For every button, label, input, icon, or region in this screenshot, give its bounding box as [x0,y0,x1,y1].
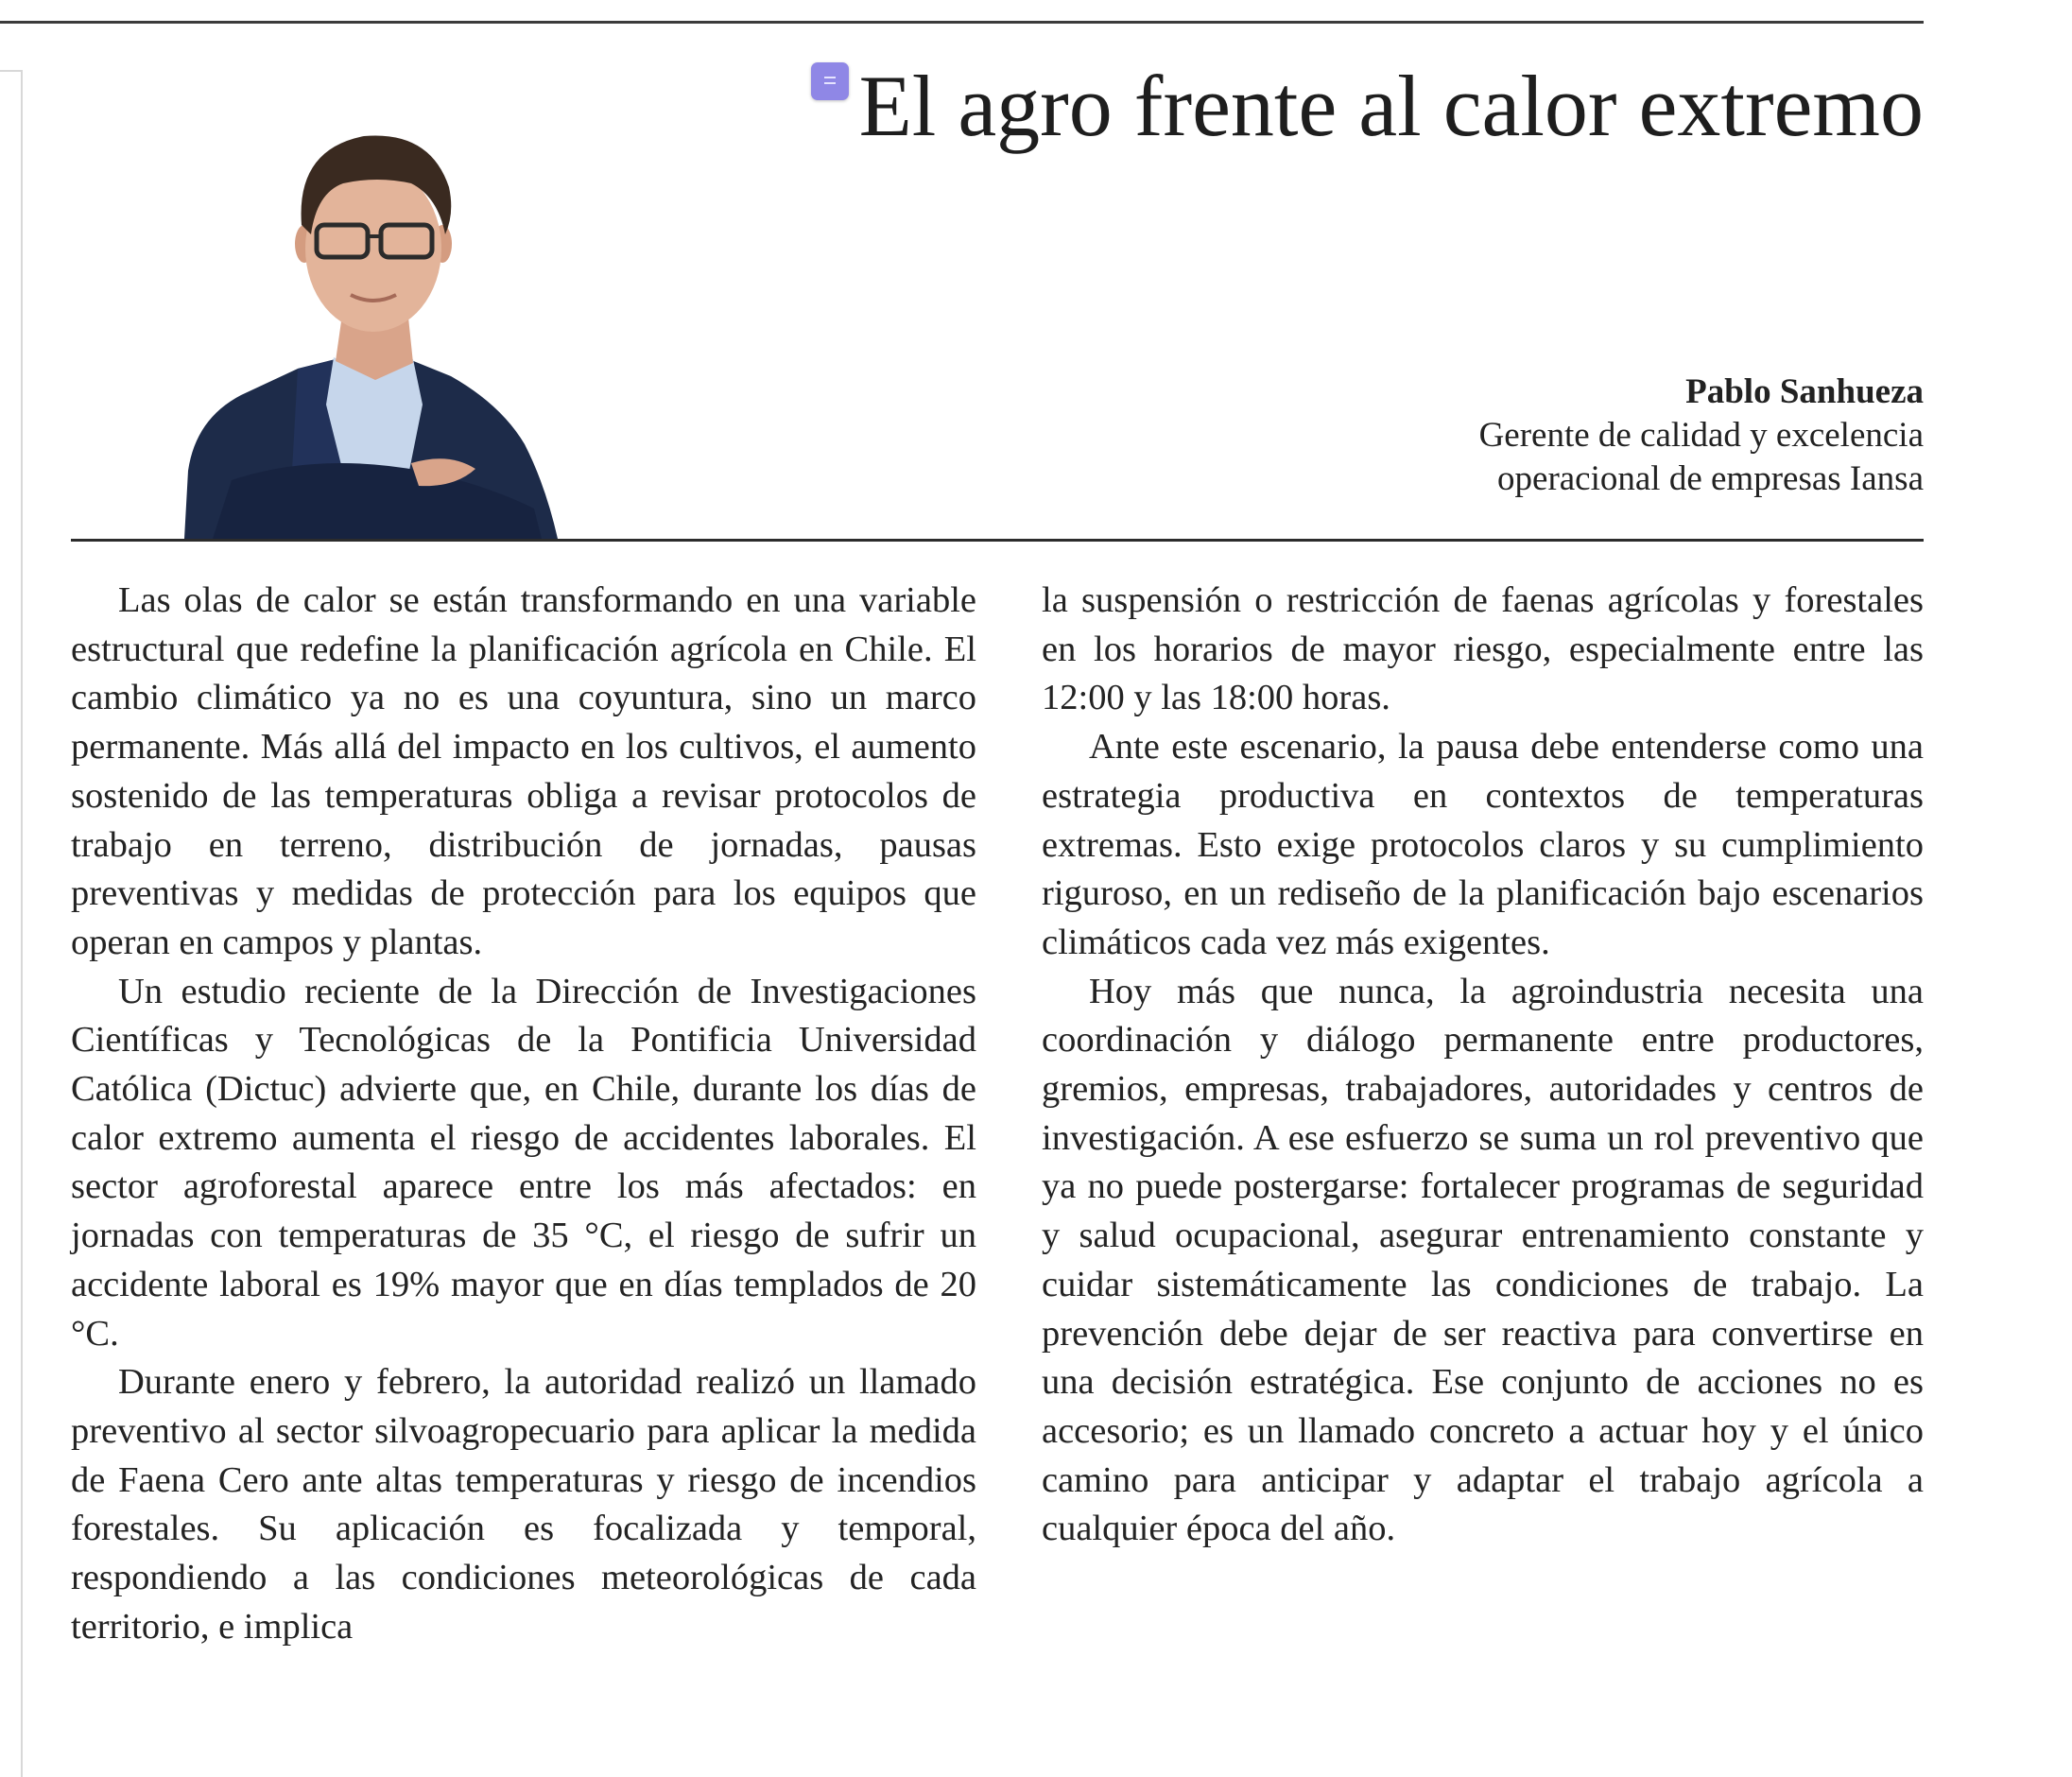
article-column-left [71,577,976,1651]
article-column-right [1042,577,1924,1554]
author-byline [1479,371,1924,501]
header-rule [71,539,1924,542]
paragraph: Hoy más que nunca, la agroindustria necesita una coordinación y diálogo permanente entre productores, gremios, empresas, trabajadores, autoridades y centros de investigación. A ese esfuerzo se suma un rol preventivo que ya no puede postergarse: fortalecer programas de seguridad y salud ocupacional, asegurar entrenamiento constante y cuidar sistemáticamente las condiciones de trabajo. La prevención debe dejar de ser reactiva para convertirse en una decisión estratégica. Ese conjunto de acciones no es accesorio; es un llamado concreto a actuar hoy y el único camino para anticipar y adaptar el trabajo agrícola a cualquier época del año. [1042,971,1924,1549]
page-edge-tick [0,70,23,72]
note-icon-line [824,82,836,84]
top-rule [0,21,1924,24]
page-edge [21,72,23,1777]
author-name: Pablo Sanhueza [1685,372,1924,411]
paragraph: Ante este escenario, la pausa debe entenderse como una estrategia productiva en contextos de temperaturas extremas. Esto exige protocolos claros y su cumplimiento riguroso, en un rediseño de la planificación bajo escenarios climáticos cada vez más exigentes. [1042,727,1924,962]
author-role-line-2: operacional de empresas Iansa [1497,459,1924,498]
paragraph: Durante enero y febrero, la autoridad realizó un llamado preventivo al sector silvoagropecuario para aplicar la medida de Faena Cero ante altas temperaturas y riesgo de incendios forestales. Su aplicación es focalizada y temporal, respondiendo a las condiciones meteorológicas de cada territorio, e implica [71,1362,976,1647]
note-icon-line [824,77,836,78]
article-title: El agro frente al calor extremo [858,58,1924,154]
note-icon[interactable] [811,62,849,100]
author-role-line-1: Gerente de calidad y excelencia [1478,416,1924,455]
paragraph: Las olas de calor se están transformando en una variable estructural que redefine la planificación agrícola en Chile. El cambio climático ya no es una coyuntura, sino un marco permanente. Más allá del impacto en los cultivos, el aumento sostenido de las temperaturas obliga a revisar protocolos de trabajo en terreno, distribución de jornadas, pausas preventivas y medidas de protección para los equipos que operan en campos y plantas. [71,580,976,962]
author-portrait [175,93,572,539]
paragraph: Un estudio reciente de la Dirección de Investigaciones Científicas y Tecnológicas de la Pontificia Universidad Católica (Dictuc) advierte que, en Chile, durante los días de calor extremo aumenta el riesgo de accidentes laborales. El sector agroforestal aparece entre los más afectados: en jornadas con temperaturas de 35 °C, el riesgo de sufrir un accidente laboral es 19% mayor que en días templados de 20 °C. [71,971,976,1354]
paragraph-continuation: la suspensión o restricción de faenas agrícolas y forestales en los horarios de mayor riesgo, especialmente entre las 12:00 y las 18:00 horas. [1042,580,1924,718]
